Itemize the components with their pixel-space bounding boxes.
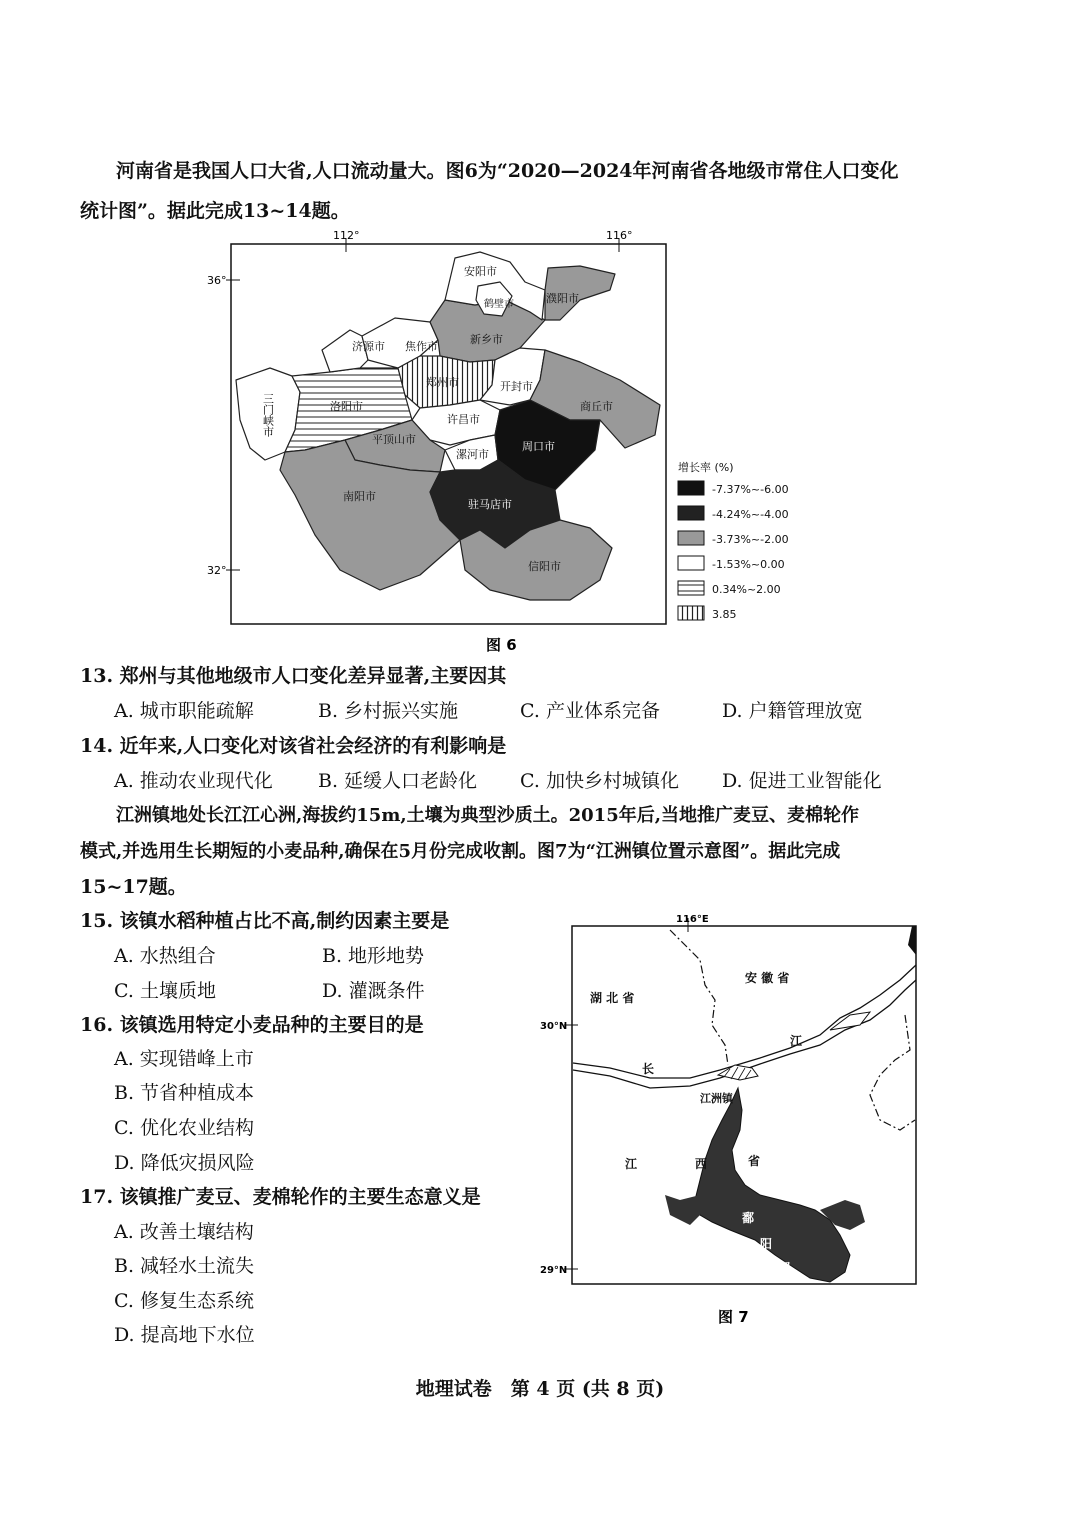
q17-option-a[interactable]: A. 改善土壤结构 (114, 1221, 254, 1243)
label-pingdingshan: 平顶山市 (372, 433, 416, 446)
legend-swatch-2 (678, 506, 704, 520)
legend-item-4: -1.53%~0.00 (712, 558, 785, 571)
page-footer: 地理试卷 第 4 页 (共 8 页) (415, 1378, 665, 1400)
legend-swatch-3 (678, 531, 704, 545)
label-zhumadian: 驻马店市 (468, 498, 512, 511)
legend (678, 460, 789, 621)
q14-option-b[interactable]: B. 延缓人口老龄化 (318, 770, 478, 792)
q17-option-d[interactable]: D. 提高地下水位 (114, 1324, 255, 1346)
label-sanmenxia-group (262, 393, 275, 438)
q14-option-a[interactable]: A. 推动农业现代化 (114, 770, 273, 792)
lon-label-116e: 116°E (676, 914, 709, 925)
legend-title: 增长率 (%) (678, 461, 734, 474)
q17-option-b[interactable]: B. 减轻水土流失 (114, 1255, 255, 1277)
intro1-line2: 统计图”。据此完成13~14题。 (80, 200, 350, 222)
legend-swatch-1 (678, 481, 704, 495)
label-nanyang: 南阳市 (343, 490, 376, 503)
q13-option-b[interactable]: B. 乡村振兴实施 (318, 700, 459, 722)
lon-label-116: 116° (606, 229, 633, 242)
legend-swatch-4 (678, 556, 704, 570)
label-lake-yang: 阳 (760, 1237, 773, 1251)
figure-7-caption: 图 7 (718, 1308, 749, 1326)
label-zhoukou: 周口市 (522, 440, 555, 453)
q16-option-b[interactable]: B. 节省种植成本 (114, 1082, 255, 1104)
lat-label-30n: 30°N (540, 1021, 568, 1032)
label-hubei: 湖 北 省 (590, 991, 635, 1005)
label-luohe: 漯河市 (456, 448, 489, 461)
label-jiaozuo: 焦作市 (405, 340, 438, 353)
q14-stem: 14. 近年来,人口变化对该省社会经济的有利影响是 (80, 735, 507, 757)
q16-option-d[interactable]: D. 降低灾损风险 (114, 1152, 255, 1174)
legend-item-3: -3.73%~-2.00 (712, 533, 789, 546)
q13-option-c[interactable]: C. 产业体系完备 (520, 700, 660, 722)
label-jiangxi-2: 西 (695, 1157, 708, 1171)
lon-label-112: 112° (333, 229, 360, 242)
legend-swatch-6 (678, 606, 704, 620)
label-xinyang: 信阳市 (528, 560, 561, 573)
q16-stem: 16. 该镇选用特定小麦品种的主要目的是 (80, 1014, 424, 1036)
label-jiyuan: 济源市 (352, 340, 385, 353)
q13-option-a[interactable]: A. 城市职能疏解 (114, 700, 254, 722)
intro2-line1: 江洲镇地处长江江心洲,海拔约15m,土壤为典型沙质土。2015年后,当地推广麦豆、麦棉轮作 (116, 805, 859, 826)
q13-stem: 13. 郑州与其他地级市人口变化差异显著,主要因其 (80, 665, 507, 687)
lat-label-36: 36° (207, 274, 227, 287)
label-jiangxi-1: 江 (625, 1157, 638, 1171)
label-river-jiang: 江 (790, 1034, 803, 1048)
q16-option-a[interactable]: A. 实现错峰上市 (114, 1048, 254, 1070)
label-xinxiang: 新乡市 (470, 333, 503, 346)
label-hebi: 鹤壁市 (484, 299, 514, 310)
figure-6-caption: 图 6 (486, 636, 517, 654)
legend-item-2: -4.24%~-4.00 (712, 508, 789, 521)
label-puyang: 濮阳市 (546, 292, 579, 305)
q14-option-d[interactable]: D. 促进工业智能化 (722, 770, 882, 792)
figure-6-map (195, 228, 789, 660)
label-zhengzhou: 郑州市 (426, 376, 459, 389)
legend-item-5: 0.34%~2.00 (712, 583, 781, 596)
label-jiangxi-3: 省 (748, 1154, 761, 1168)
label-lake-hu: 湖 (778, 1261, 791, 1275)
legend-item-6: 3.85 (712, 608, 737, 621)
lat-label-32: 32° (207, 564, 227, 577)
label-kaifeng: 开封市 (500, 380, 533, 393)
label-jiangzhou-town: 江洲镇 (700, 1092, 733, 1105)
q14-option-c[interactable]: C. 加快乡村城镇化 (520, 770, 679, 792)
intro1-line1: 河南省是我国人口大省,人口流动量大。图6为“2020—2024年河南省各地级市常住人口变化 (116, 160, 899, 182)
label-xuchang: 许昌市 (447, 413, 480, 426)
q15-option-c[interactable]: C. 土壤质地 (114, 980, 216, 1002)
label-river-chang: 长 (642, 1062, 655, 1076)
lat-label-29n: 29°N (540, 1265, 568, 1276)
q13-option-d[interactable]: D. 户籍管理放宽 (722, 700, 863, 722)
q15-stem: 15. 该镇水稻种植占比不高,制约因素主要是 (80, 910, 450, 932)
q15-option-d[interactable]: D. 灌溉条件 (322, 980, 425, 1002)
q15-option-a[interactable]: A. 水热组合 (114, 945, 216, 967)
label-luoyang: 洛阳市 (330, 400, 363, 413)
legend-swatch-5 (678, 581, 704, 595)
intro2-line2: 模式,并选用生长期短的小麦品种,确保在5月份完成收割。图7为“江洲镇位置示意图”。据此完成 (80, 841, 841, 862)
q17-option-c[interactable]: C. 修复生态系统 (114, 1290, 254, 1312)
q16-option-c[interactable]: C. 优化农业结构 (114, 1117, 254, 1139)
label-sanmenxia: 三门峡市 (261, 393, 275, 437)
label-lake-po: 鄱 (742, 1211, 755, 1225)
label-shangqiu: 商丘市 (580, 400, 613, 413)
q17-stem: 17. 该镇推广麦豆、麦棉轮作的主要生态意义是 (80, 1186, 481, 1208)
label-anyang: 安阳市 (464, 265, 497, 278)
q15-option-b[interactable]: B. 地形地势 (322, 945, 425, 967)
intro2-line3: 15~17题。 (80, 876, 187, 898)
label-anhui: 安 徽 省 (745, 971, 790, 985)
legend-item-1: -7.37%~-6.00 (712, 483, 789, 496)
figure-7-map (530, 905, 930, 1333)
